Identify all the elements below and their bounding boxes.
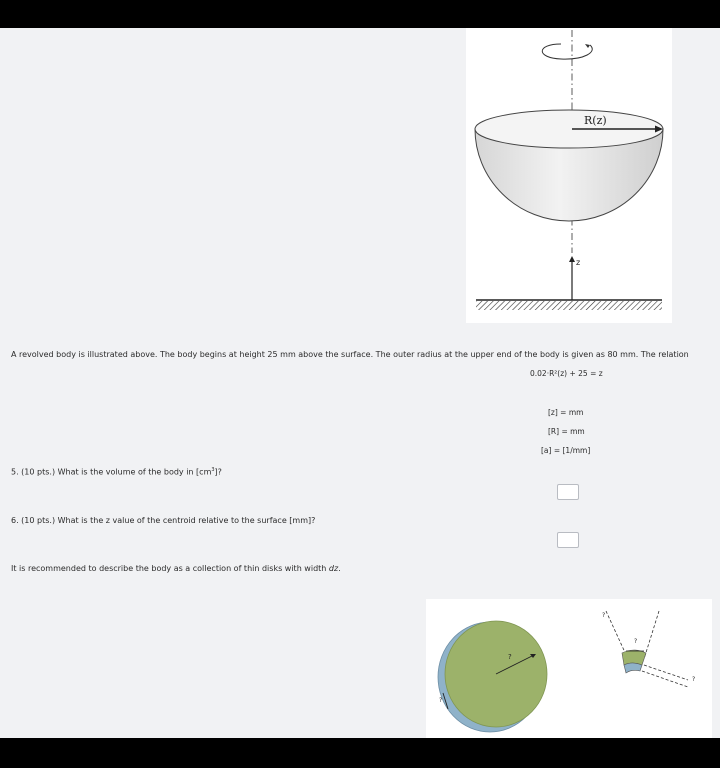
- z-axis-label: z: [576, 258, 581, 267]
- question-5-answer-input[interactable]: [557, 484, 579, 500]
- disk-radius-label: ?: [508, 653, 512, 661]
- question-5-suffix: ]?: [214, 467, 222, 477]
- revolved-body-diagram: [466, 28, 672, 323]
- disk-width-label: ?: [439, 697, 443, 704]
- unit-r: [R] = mm: [548, 427, 585, 436]
- question-6-answer-input[interactable]: [557, 532, 579, 548]
- hint-prefix: It is recommended to describe the body as a collection of thin disks with width: [11, 564, 329, 573]
- hint-suffix: .: [338, 564, 341, 573]
- wedge-label-top: ?: [602, 612, 606, 619]
- question-5-sup: 3: [211, 467, 215, 473]
- unit-z: [z] = mm: [548, 408, 584, 417]
- intro-text: A revolved body is illustrated above. The body begins at height 25 mm above the surface. The outer radius at the upper end of the body is given as 80 mm. The relation: [11, 350, 689, 359]
- question-5: [11, 465, 222, 478]
- question-5-prefix: 5. (10 pts.) What is the volume of the body in [cm: [11, 467, 212, 477]
- rotation-arrow-icon: [542, 44, 592, 59]
- thin-disk-diagram: [426, 599, 712, 738]
- wedge-dash-bottom-2: [642, 671, 688, 687]
- thin-disk-figure: [426, 599, 712, 738]
- wedge-dash-right: [644, 611, 659, 659]
- radius-label: R(z): [584, 114, 607, 127]
- wedge-dash-bottom: [644, 665, 688, 680]
- ground-hatch: [476, 301, 662, 310]
- hint-text: [11, 564, 341, 574]
- question-6: 6. (10 pts.) What is the z value of the centroid relative to the surface [mm]?: [11, 516, 316, 525]
- page: [0, 28, 720, 738]
- wedge-top: [622, 650, 646, 665]
- unit-a: [a] = [1/mm]: [541, 446, 591, 455]
- wedge-side: [624, 663, 642, 673]
- wedge-label-right: ?: [692, 676, 696, 683]
- revolved-body-figure: [466, 28, 672, 323]
- wedge-label-arc: ?: [634, 638, 638, 645]
- hint-variable: dz: [328, 564, 339, 573]
- relation-equation: 0.02·R²(z) + 25 = z: [530, 369, 603, 378]
